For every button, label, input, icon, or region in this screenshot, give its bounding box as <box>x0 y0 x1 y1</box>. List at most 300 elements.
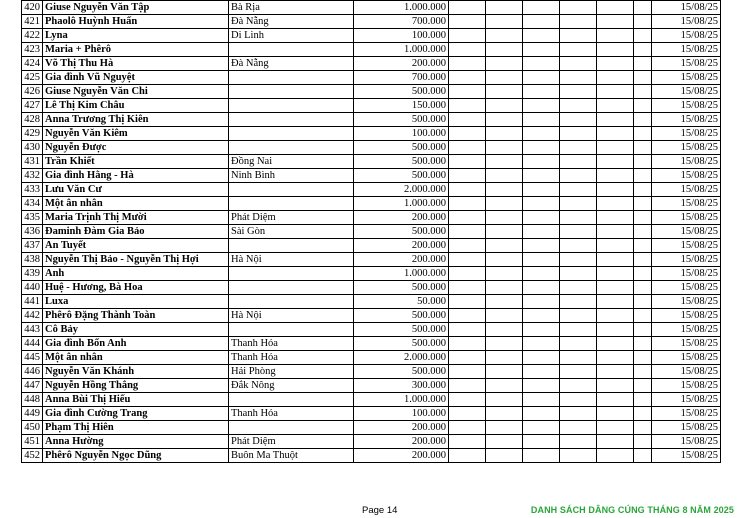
donation-date: 15/08/25 <box>652 253 721 267</box>
donation-amount: 200.000 <box>354 57 449 71</box>
empty-cell <box>634 337 652 351</box>
empty-cell <box>523 127 560 141</box>
table-row <box>22 239 721 253</box>
table-row <box>22 141 721 155</box>
row-number: 442 <box>22 309 43 323</box>
donor-name: Phêrô Nguyễn Ngọc Dũng <box>43 449 229 463</box>
empty-cell <box>634 85 652 99</box>
empty-cell <box>486 379 523 393</box>
empty-cell <box>560 57 597 71</box>
donor-name: Luxa <box>43 295 229 309</box>
donor-name: Phêrô Đặng Thành Toàn <box>43 309 229 323</box>
empty-cell <box>523 239 560 253</box>
empty-cell <box>634 239 652 253</box>
empty-cell <box>634 351 652 365</box>
empty-cell <box>523 253 560 267</box>
empty-cell <box>523 85 560 99</box>
empty-cell <box>486 15 523 29</box>
empty-cell <box>449 155 486 169</box>
donor-place <box>229 85 354 99</box>
empty-cell <box>486 309 523 323</box>
empty-cell <box>523 449 560 463</box>
donation-date: 15/08/25 <box>652 393 721 407</box>
empty-cell <box>560 239 597 253</box>
donation-date: 15/08/25 <box>652 379 721 393</box>
donor-place <box>229 393 354 407</box>
empty-cell <box>449 211 486 225</box>
empty-cell <box>560 99 597 113</box>
empty-cell <box>597 15 634 29</box>
row-number: 439 <box>22 267 43 281</box>
donation-date: 15/08/25 <box>652 435 721 449</box>
empty-cell <box>486 407 523 421</box>
donation-date: 15/08/25 <box>652 309 721 323</box>
donor-place: Bà Rịa <box>229 1 354 15</box>
empty-cell <box>523 267 560 281</box>
empty-cell <box>634 435 652 449</box>
donor-name: Huệ - Hương, Bà Hoa <box>43 281 229 295</box>
empty-cell <box>486 239 523 253</box>
empty-cell <box>523 43 560 57</box>
donor-place: Buôn Ma Thuột <box>229 449 354 463</box>
empty-cell <box>597 253 634 267</box>
empty-cell <box>523 323 560 337</box>
donation-amount: 200.000 <box>354 435 449 449</box>
empty-cell <box>560 155 597 169</box>
donation-date: 15/08/25 <box>652 85 721 99</box>
donor-place <box>229 141 354 155</box>
row-number: 441 <box>22 295 43 309</box>
empty-cell <box>560 15 597 29</box>
row-number: 423 <box>22 43 43 57</box>
donor-name: Anna Bùi Thị Hiếu <box>43 393 229 407</box>
donation-amount: 700.000 <box>354 71 449 85</box>
donation-amount: 500.000 <box>354 281 449 295</box>
empty-cell <box>523 197 560 211</box>
donation-date: 15/08/25 <box>652 365 721 379</box>
empty-cell <box>449 351 486 365</box>
donor-name: Võ Thị Thu Hà <box>43 57 229 71</box>
empty-cell <box>449 29 486 43</box>
empty-cell <box>523 71 560 85</box>
donor-place: Thanh Hóa <box>229 337 354 351</box>
empty-cell <box>634 99 652 113</box>
row-number: 449 <box>22 407 43 421</box>
empty-cell <box>597 421 634 435</box>
donation-date: 15/08/25 <box>652 225 721 239</box>
table-body <box>22 1 721 463</box>
donor-place: Đà Nẵng <box>229 57 354 71</box>
empty-cell <box>560 449 597 463</box>
empty-cell <box>597 155 634 169</box>
empty-cell <box>523 421 560 435</box>
empty-cell <box>523 337 560 351</box>
donation-date: 15/08/25 <box>652 407 721 421</box>
table-row <box>22 155 721 169</box>
table-row <box>22 337 721 351</box>
row-number: 428 <box>22 113 43 127</box>
donor-place <box>229 281 354 295</box>
table-row <box>22 29 721 43</box>
donor-place <box>229 421 354 435</box>
empty-cell <box>523 365 560 379</box>
donation-date: 15/08/25 <box>652 29 721 43</box>
donor-name: Giuse Nguyễn Văn Chi <box>43 85 229 99</box>
empty-cell <box>486 127 523 141</box>
empty-cell <box>486 323 523 337</box>
donor-name: Phaolô Huỳnh Huấn <box>43 15 229 29</box>
empty-cell <box>486 29 523 43</box>
row-number: 452 <box>22 449 43 463</box>
donation-date: 15/08/25 <box>652 449 721 463</box>
donation-date: 15/08/25 <box>652 141 721 155</box>
empty-cell <box>634 57 652 71</box>
empty-cell <box>560 309 597 323</box>
empty-cell <box>560 393 597 407</box>
donor-place: Hà Nội <box>229 309 354 323</box>
empty-cell <box>486 85 523 99</box>
donation-amount: 500.000 <box>354 85 449 99</box>
donor-name: Gia đình Bốn Anh <box>43 337 229 351</box>
empty-cell <box>560 323 597 337</box>
empty-cell <box>597 169 634 183</box>
empty-cell <box>560 127 597 141</box>
empty-cell <box>634 449 652 463</box>
row-number: 437 <box>22 239 43 253</box>
empty-cell <box>634 43 652 57</box>
row-number: 422 <box>22 29 43 43</box>
empty-cell <box>449 127 486 141</box>
donation-amount: 500.000 <box>354 225 449 239</box>
donation-date: 15/08/25 <box>652 1 721 15</box>
donor-name: Một ân nhân <box>43 351 229 365</box>
donor-place: Phát Diệm <box>229 211 354 225</box>
donor-name: Nguyễn Văn Khánh <box>43 365 229 379</box>
donation-date: 15/08/25 <box>652 281 721 295</box>
empty-cell <box>486 337 523 351</box>
donation-amount: 2.000.000 <box>354 183 449 197</box>
empty-cell <box>634 155 652 169</box>
empty-cell <box>597 99 634 113</box>
empty-cell <box>597 183 634 197</box>
row-number: 429 <box>22 127 43 141</box>
table-row <box>22 211 721 225</box>
donor-name: Anna Hường <box>43 435 229 449</box>
donation-date: 15/08/25 <box>652 127 721 141</box>
empty-cell <box>523 435 560 449</box>
empty-cell <box>449 183 486 197</box>
empty-cell <box>449 449 486 463</box>
donation-amount: 50.000 <box>354 295 449 309</box>
empty-cell <box>560 141 597 155</box>
donor-name: Một ân nhân <box>43 197 229 211</box>
empty-cell <box>486 421 523 435</box>
empty-cell <box>634 323 652 337</box>
empty-cell <box>449 407 486 421</box>
donor-place <box>229 295 354 309</box>
donor-place: Ninh Bình <box>229 169 354 183</box>
row-number: 434 <box>22 197 43 211</box>
empty-cell <box>597 435 634 449</box>
row-number: 436 <box>22 225 43 239</box>
empty-cell <box>523 29 560 43</box>
empty-cell <box>560 1 597 15</box>
donation-amount: 200.000 <box>354 421 449 435</box>
empty-cell <box>634 169 652 183</box>
donor-name: Gia đình Hằng - Hà <box>43 169 229 183</box>
donation-amount: 100.000 <box>354 127 449 141</box>
table-row <box>22 15 721 29</box>
donation-date: 15/08/25 <box>652 323 721 337</box>
empty-cell <box>449 267 486 281</box>
empty-cell <box>560 85 597 99</box>
table-row <box>22 435 721 449</box>
donation-date: 15/08/25 <box>652 351 721 365</box>
row-number: 451 <box>22 435 43 449</box>
empty-cell <box>486 71 523 85</box>
empty-cell <box>523 1 560 15</box>
empty-cell <box>486 169 523 183</box>
empty-cell <box>634 71 652 85</box>
empty-cell <box>634 141 652 155</box>
donation-amount: 1.000.000 <box>354 1 449 15</box>
donation-date: 15/08/25 <box>652 267 721 281</box>
donor-place <box>229 127 354 141</box>
empty-cell <box>597 57 634 71</box>
empty-cell <box>634 379 652 393</box>
empty-cell <box>560 71 597 85</box>
empty-cell <box>523 211 560 225</box>
empty-cell <box>449 113 486 127</box>
donor-place: Đồng Nai <box>229 155 354 169</box>
donor-place: Sài Gòn <box>229 225 354 239</box>
donor-place: Phát Diệm <box>229 435 354 449</box>
donation-amount: 2.000.000 <box>354 351 449 365</box>
donation-date: 15/08/25 <box>652 99 721 113</box>
empty-cell <box>486 99 523 113</box>
donation-date: 15/08/25 <box>652 113 721 127</box>
donation-amount: 500.000 <box>354 337 449 351</box>
donor-name: Maria + Phêrô <box>43 43 229 57</box>
empty-cell <box>560 295 597 309</box>
donation-date: 15/08/25 <box>652 43 721 57</box>
donation-date: 15/08/25 <box>652 155 721 169</box>
donor-name: Nguyễn Hồng Thắng <box>43 379 229 393</box>
empty-cell <box>597 29 634 43</box>
empty-cell <box>523 183 560 197</box>
donor-place <box>229 113 354 127</box>
row-number: 431 <box>22 155 43 169</box>
donor-name: Nguyễn Được <box>43 141 229 155</box>
empty-cell <box>597 379 634 393</box>
donor-name: Gia đình Cường Trang <box>43 407 229 421</box>
empty-cell <box>634 29 652 43</box>
row-number: 425 <box>22 71 43 85</box>
empty-cell <box>634 15 652 29</box>
empty-cell <box>449 421 486 435</box>
empty-cell <box>449 239 486 253</box>
empty-cell <box>597 295 634 309</box>
table-row <box>22 225 721 239</box>
empty-cell <box>597 393 634 407</box>
empty-cell <box>523 141 560 155</box>
table-row <box>22 183 721 197</box>
empty-cell <box>597 351 634 365</box>
empty-cell <box>486 281 523 295</box>
empty-cell <box>597 85 634 99</box>
donor-name: Anh <box>43 267 229 281</box>
donation-table <box>21 0 721 463</box>
empty-cell <box>523 393 560 407</box>
table-row <box>22 323 721 337</box>
empty-cell <box>634 197 652 211</box>
table-row <box>22 71 721 85</box>
table-row <box>22 85 721 99</box>
empty-cell <box>560 197 597 211</box>
row-number: 420 <box>22 1 43 15</box>
donor-place: Thanh Hóa <box>229 407 354 421</box>
donation-date: 15/08/25 <box>652 211 721 225</box>
donor-place: Đắk Nông <box>229 379 354 393</box>
table-row <box>22 253 721 267</box>
empty-cell <box>486 267 523 281</box>
empty-cell <box>523 407 560 421</box>
table-row <box>22 421 721 435</box>
donation-amount: 200.000 <box>354 449 449 463</box>
empty-cell <box>486 57 523 71</box>
donor-place <box>229 183 354 197</box>
table-row <box>22 379 721 393</box>
empty-cell <box>597 211 634 225</box>
empty-cell <box>560 379 597 393</box>
row-number: 450 <box>22 421 43 435</box>
donor-name: Anna Trương Thị Kiên <box>43 113 229 127</box>
empty-cell <box>634 1 652 15</box>
empty-cell <box>634 309 652 323</box>
table-row <box>22 351 721 365</box>
empty-cell <box>486 211 523 225</box>
document-title: DANH SÁCH DÂNG CÚNG THÁNG 8 NĂM 2025 <box>530 505 734 515</box>
row-number: 427 <box>22 99 43 113</box>
donation-amount: 100.000 <box>354 407 449 421</box>
row-number: 443 <box>22 323 43 337</box>
empty-cell <box>523 15 560 29</box>
donation-date: 15/08/25 <box>652 197 721 211</box>
empty-cell <box>486 365 523 379</box>
empty-cell <box>523 57 560 71</box>
donor-name: Nguyễn Thị Bảo - Nguyễn Thị Hợi <box>43 253 229 267</box>
empty-cell <box>486 351 523 365</box>
empty-cell <box>560 169 597 183</box>
donor-name: Gia đình Vũ Nguyệt <box>43 71 229 85</box>
table-row <box>22 393 721 407</box>
row-number: 421 <box>22 15 43 29</box>
empty-cell <box>449 43 486 57</box>
empty-cell <box>597 141 634 155</box>
donation-amount: 500.000 <box>354 323 449 337</box>
donation-amount: 500.000 <box>354 113 449 127</box>
donor-place: Đà Nẵng <box>229 15 354 29</box>
empty-cell <box>449 141 486 155</box>
donor-name: Nguyễn Văn Kiêm <box>43 127 229 141</box>
empty-cell <box>486 113 523 127</box>
table-row <box>22 449 721 463</box>
empty-cell <box>486 141 523 155</box>
empty-cell <box>560 183 597 197</box>
empty-cell <box>634 211 652 225</box>
empty-cell <box>523 169 560 183</box>
empty-cell <box>560 337 597 351</box>
donation-date: 15/08/25 <box>652 169 721 183</box>
row-number: 432 <box>22 169 43 183</box>
empty-cell <box>449 295 486 309</box>
donation-amount: 200.000 <box>354 253 449 267</box>
empty-cell <box>597 1 634 15</box>
empty-cell <box>449 253 486 267</box>
donor-name: Trần Khiết <box>43 155 229 169</box>
empty-cell <box>597 197 634 211</box>
donation-amount: 700.000 <box>354 15 449 29</box>
row-number: 447 <box>22 379 43 393</box>
empty-cell <box>449 393 486 407</box>
empty-cell <box>486 43 523 57</box>
empty-cell <box>560 421 597 435</box>
donor-name: Giuse Nguyễn Văn Tập <box>43 1 229 15</box>
donor-name: Cô Bảy <box>43 323 229 337</box>
table-row <box>22 127 721 141</box>
empty-cell <box>523 99 560 113</box>
empty-cell <box>597 225 634 239</box>
row-number: 426 <box>22 85 43 99</box>
empty-cell <box>449 225 486 239</box>
empty-cell <box>523 295 560 309</box>
empty-cell <box>449 99 486 113</box>
empty-cell <box>597 337 634 351</box>
donation-amount: 1.000.000 <box>354 267 449 281</box>
empty-cell <box>560 281 597 295</box>
empty-cell <box>597 43 634 57</box>
donation-date: 15/08/25 <box>652 15 721 29</box>
empty-cell <box>597 267 634 281</box>
empty-cell <box>560 211 597 225</box>
empty-cell <box>486 295 523 309</box>
table-row <box>22 295 721 309</box>
donor-place <box>229 323 354 337</box>
empty-cell <box>560 351 597 365</box>
empty-cell <box>486 393 523 407</box>
empty-cell <box>523 225 560 239</box>
table-row <box>22 407 721 421</box>
row-number: 446 <box>22 365 43 379</box>
empty-cell <box>449 435 486 449</box>
donor-place <box>229 239 354 253</box>
empty-cell <box>486 1 523 15</box>
empty-cell <box>597 113 634 127</box>
empty-cell <box>449 309 486 323</box>
empty-cell <box>560 365 597 379</box>
page-number: Page 14 <box>362 505 398 516</box>
donation-amount: 500.000 <box>354 155 449 169</box>
donor-place <box>229 267 354 281</box>
donor-name: Đaminh Đàm Gia Bảo <box>43 225 229 239</box>
empty-cell <box>560 253 597 267</box>
donor-name: Lyna <box>43 29 229 43</box>
donation-date: 15/08/25 <box>652 337 721 351</box>
empty-cell <box>560 407 597 421</box>
empty-cell <box>449 85 486 99</box>
donation-amount: 200.000 <box>354 239 449 253</box>
empty-cell <box>634 225 652 239</box>
